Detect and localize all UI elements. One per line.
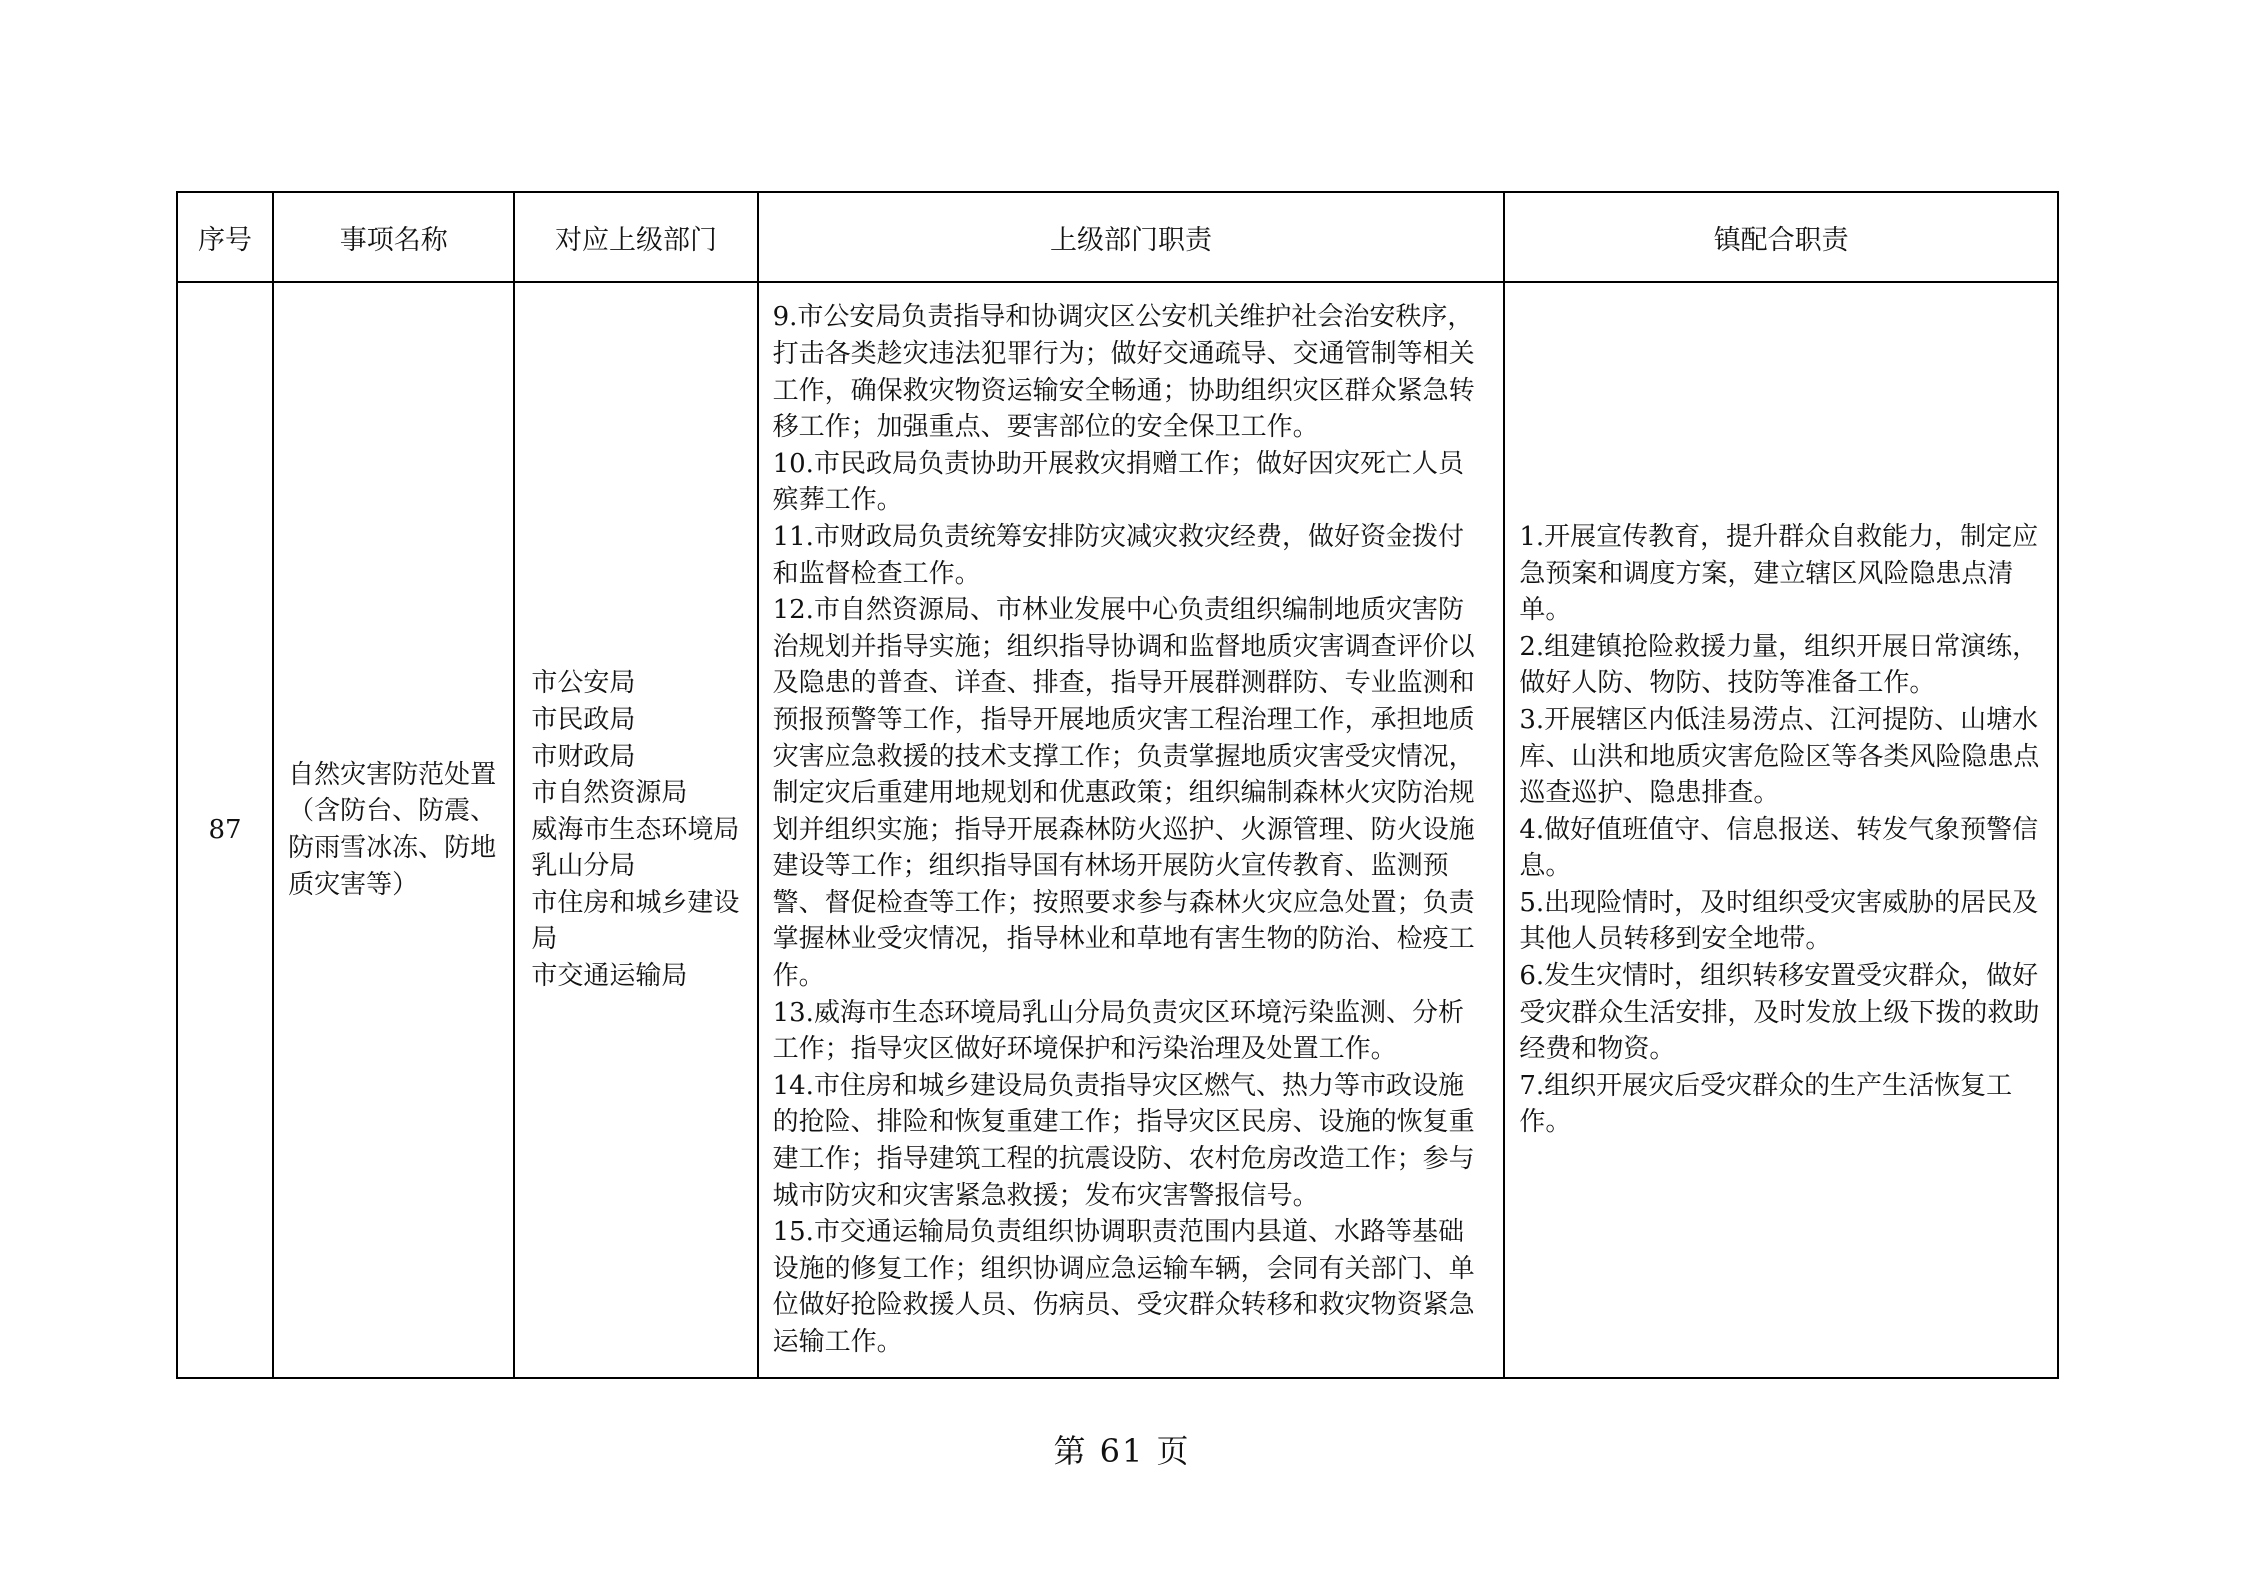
- department-item: 威海市生态环境局乳山分局: [531, 814, 740, 882]
- item-name: 自然灾害防范处置（含防台、防震、防雨雪冰冻、防地质灾害等）: [273, 282, 514, 1378]
- duty-item: 12.市自然资源局、市林业发展中心负责组织编制地质灾害防治规划并指导实施；组织指导协调和监督地质灾害调查评价以及隐患的普查、详查、排查，指导开展群测群防、专业监测和预报预警等工作，指导开展地质灾害工程治理工作，承担地质灾害应急救援的技术支撑工作；负责掌握地质灾害受灾情况，制定灾后重建用地规划和优惠政策；组织编制森林火灾防治规划并组织实施；指导开展森林防火巡护、火源管理、防火设施建设等工作；组织指导国有林场开展防火宣传教育、监测预警、督促检查等工作；按照要求参与森林火灾应急处置；负责掌握林业受灾情况，指导林业和草地有害生物的防治、检疫工作。: [772, 595, 1475, 992]
- department-item: 市自然资源局: [531, 778, 688, 809]
- department-item: 市住房和城乡建设局: [531, 887, 740, 955]
- town-duty-item: 4.做好值班值守、信息报送、转发气象预警信息。: [1519, 814, 2039, 882]
- table-header-row: [177, 192, 2058, 282]
- town-duty-list: [1504, 282, 2058, 1378]
- item-number: 87: [177, 282, 273, 1378]
- header-dept: 对应上级部门: [514, 192, 757, 282]
- town-duty-item: 3.开展辖区内低洼易涝点、江河提防、山塘水库、山洪和地质灾害危险区等各类风险隐患点巡查巡护、隐患排查。: [1519, 704, 2040, 809]
- town-duty-item: 2.组建镇抢险救援力量，组织开展日常演练，做好人防、物防、技防等准备工作。: [1519, 631, 2039, 699]
- superior-duty-list: [758, 282, 1505, 1378]
- header-name: 事项名称: [273, 192, 514, 282]
- department-item: 市民政局: [531, 704, 636, 735]
- duty-item: 11.市财政局负责统筹安排防灾减灾救灾经费，做好资金拨付和监督检查工作。: [772, 521, 1464, 589]
- header-town: 镇配合职责: [1504, 192, 2058, 282]
- duty-item: 10.市民政局负责协助开展救灾捐赠工作；做好因灾死亡人员殡葬工作。: [772, 448, 1464, 516]
- header-duty: 上级部门职责: [758, 192, 1505, 282]
- department-item: 市财政局: [531, 741, 636, 772]
- duty-item: 14.市住房和城乡建设局负责指导灾区燃气、热力等市政设施的抢险、排险和恢复重建工作；指导灾区民房、设施的恢复重建工作；指导建筑工程的抗震设防、农村危房改造工作；参与城市防灾和灾害紧急救援；发布灾害警报信号。: [772, 1070, 1475, 1211]
- duty-item: 13.威海市生态环境局乳山分局负责灾区环境污染监测、分析工作；指导灾区做好环境保护和污染治理及处置工作。: [772, 997, 1464, 1065]
- town-duty-item: 6.发生灾情时，组织转移安置受灾群众，做好受灾群众生活安排，及时发放上级下拨的救助经费和物资。: [1519, 961, 2040, 1065]
- department-item: 市交通运输局: [531, 961, 688, 992]
- department-list: [514, 282, 757, 1378]
- town-duty-item: 5.出现险情时，及时组织受灾害威胁的居民及其他人员转移到安全地带。: [1519, 887, 2039, 955]
- town-duty-item: 1.开展宣传教育，提升群众自救能力，制定应急预案和调度方案，建立辖区风险隐患点清单。: [1519, 521, 2039, 626]
- header-no: 序号: [177, 192, 273, 282]
- page-number: 第 61 页: [1053, 1432, 1191, 1470]
- table-row: [177, 282, 2058, 1378]
- town-duty-item: 7.组织开展灾后受灾群众的生产生活恢复工作。: [1519, 1070, 2013, 1138]
- duty-table: [176, 191, 2059, 1379]
- department-item: 市公安局: [531, 668, 636, 699]
- duty-item: 15.市交通运输局负责组织协调职责范围内县道、水路等基础设施的修复工作；组织协调应急运输车辆，会同有关部门、单位做好抢险救援人员、伤病员、受灾群众转移和救灾物资紧急运输工作。: [772, 1217, 1475, 1358]
- duty-item: 9.市公安局负责指导和协调灾区公安机关维护社会治安秩序，打击各类趁灾违法犯罪行为；做好交通疏导、交通管制等相关工作，确保救灾物资运输安全畅通；协助组织灾区群众紧急转移工作；加强重点、要害部位的安全保卫工作。: [772, 302, 1475, 443]
